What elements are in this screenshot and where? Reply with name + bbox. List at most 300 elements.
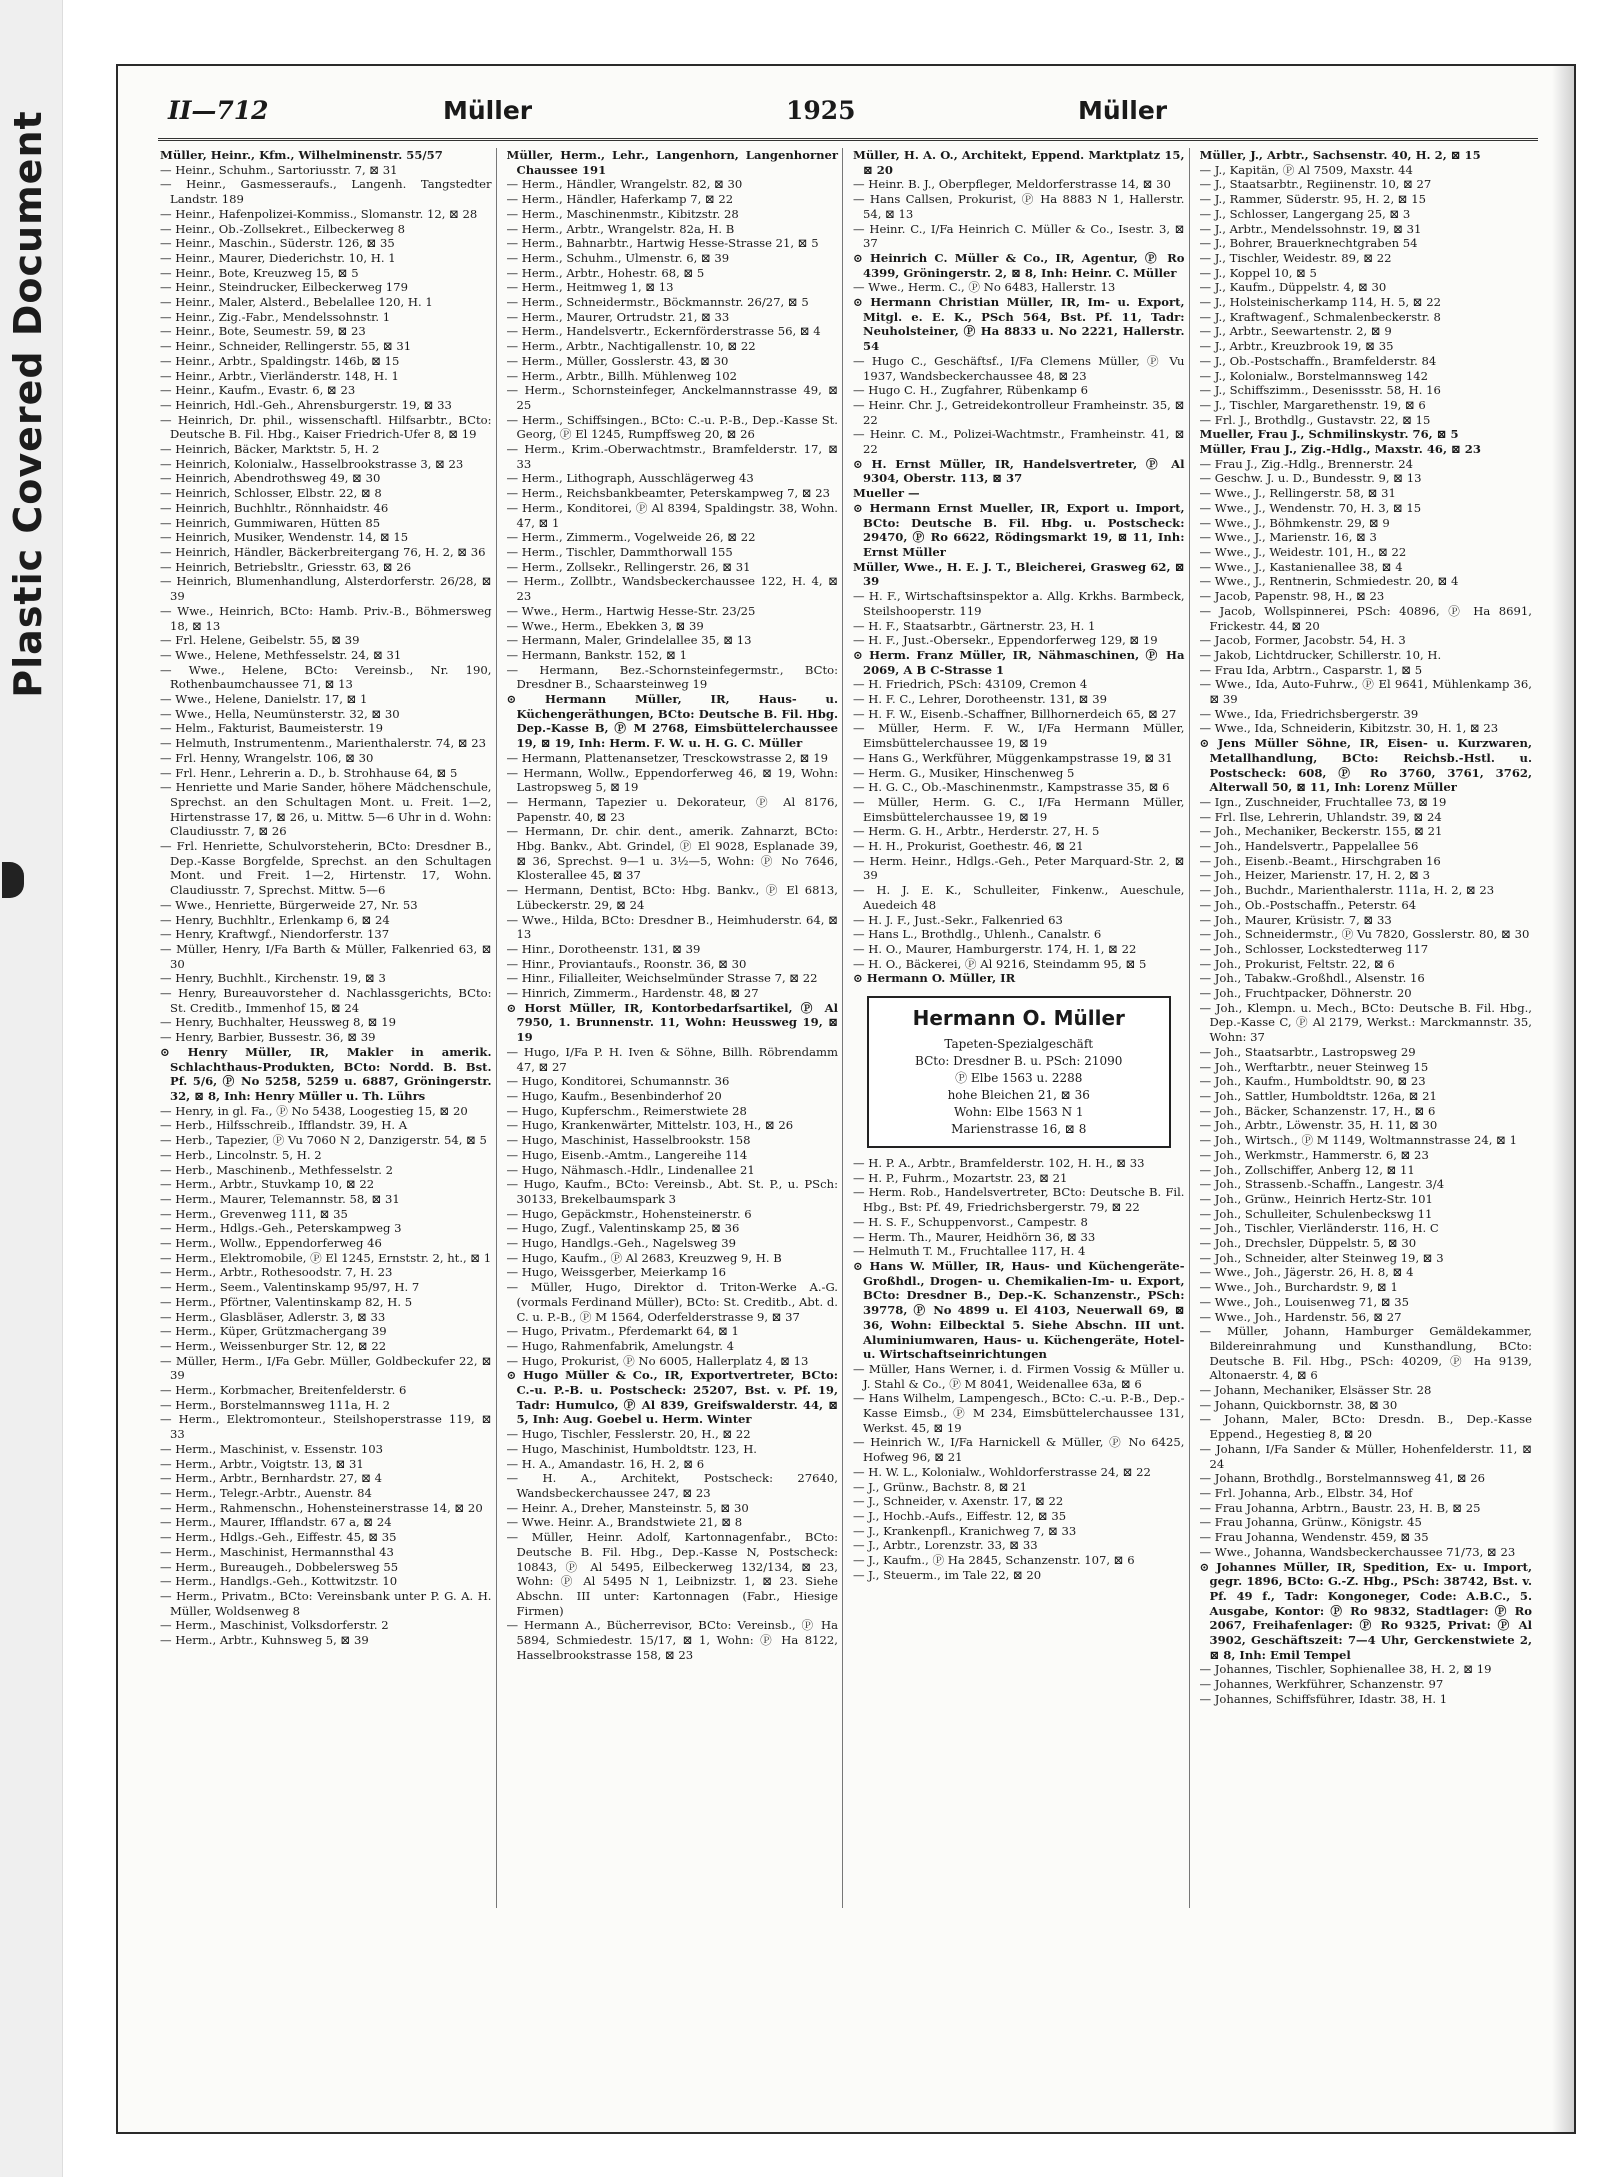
directory-entry: — Hugo, Kaufm., Besenbinderhof 20 <box>506 1089 722 1103</box>
directory-columns <box>160 148 1536 1908</box>
directory-entry: — Heinrich, Betriebsltr., Griesstr. 63, ⊠ 26 <box>160 559 412 574</box>
directory-entry: — Hugo, I/Fa P. H. Iven & Söhne, Billh. Röbrendamm 47, ⊠ 27 <box>506 1044 838 1074</box>
directory-entry: — Johann, Maler, BCto: Dresdn. B., Dep.-Kasse Eppend., Hegestieg 8, ⊠ 20 <box>1199 1412 1532 1442</box>
directory-entry: — Joh., Tischler, Vierländerstr. 116, H. C <box>1199 1221 1439 1236</box>
directory-entry: — J., Arbtr., Mendelssohnstr. 19, ⊠ 31 <box>1199 221 1422 236</box>
directory-entry: — Heinr., Maschin., Süderstr. 126, ⊠ 35 <box>160 236 395 251</box>
directory-entry: — Hugo, Kupferschm., Reimerstwiete 28 <box>506 1103 747 1118</box>
directory-entry: — Wwe., J., Rentnerin, Schmiedestr. 20, ⊠ 4 <box>1199 574 1459 589</box>
directory-entry: — J., Kraftwagenf., Schmalenbeckerstr. 8 <box>1199 309 1441 324</box>
directory-entry: — Hugo, Maschinist, Humboldtstr. 123, H. <box>506 1441 757 1456</box>
directory-entry: — Herb., Tapezier, Ⓟ Vu 7060 N 2, Danzigerstr. 54, ⊠ 5 <box>160 1133 487 1148</box>
directory-entry: — Wwe., Johanna, Wandsbeckerchaussee 71/73, ⊠ 23 <box>1199 1544 1516 1559</box>
directory-entry: — Joh., Schlosser, Lockstedterweg 117 <box>1199 941 1429 956</box>
directory-entry: Mueller — <box>853 486 920 501</box>
advertisement-box <box>867 996 1171 1148</box>
directory-entry: — Heinr., Arbtr., Spaldingstr. 146b, ⊠ 15 <box>160 353 400 368</box>
ad-line-2: BCto: Dresdner B. u. PSch: 21090 <box>915 1054 1123 1069</box>
directory-entry: — Müller, Henry, I/Fa Barth & Müller, Falkenried 63, ⊠ 30 <box>160 941 492 971</box>
directory-entry: — Wwe., J., Marienstr. 16, ⊠ 3 <box>1199 530 1377 545</box>
directory-entry: — Herb., Hilfsschreib., Ifflandstr. 39, H. A <box>160 1118 408 1133</box>
directory-entry: ⊙ Hermann Christian Müller, IR, Im- u. Export, Mitgl. e. E. K., PSch 564, Bst. Pf. 11, Tadr: Neuholsteiner, Ⓟ Ha 8833 u. No 2221, Hallerstr. 54 <box>853 295 1185 354</box>
directory-entry: — Joh., Tabakw.-Großhdl., Alsenstr. 16 <box>1199 971 1425 986</box>
directory-entry: ⊙ Henry Müller, IR, Makler in amerik. Schlachthaus-Produkten, BCto: Nordd. B. Bst. Pf. 5/6, Ⓟ No 5258, 5259 u. 6887, Gröningerstr. 32, ⊠ 8, Inh: Henry Müller u. Th. Lührs <box>160 1044 492 1103</box>
directory-entry: — Henry, in gl. Fa., Ⓟ No 5438, Loogestieg 15, ⊠ 20 <box>160 1103 468 1118</box>
directory-entry: — H. A., Amandastr. 16, H. 2, ⊠ 6 <box>506 1456 705 1471</box>
directory-entry: — Heinr., Kaufm., Evastr. 6, ⊠ 23 <box>160 383 356 398</box>
directory-entry: — Hugo, Gepäckmstr., Hohensteinerstr. 6 <box>506 1206 752 1221</box>
directory-entry: — Herm., Glasbläser, Adlerstr. 3, ⊠ 33 <box>160 1309 386 1324</box>
directory-entry: — Frl. Johanna, Arb., Elbstr. 34, Hof <box>1199 1485 1413 1500</box>
directory-entry: — Herm., Reichsbankbeamter, Peterskampweg 7, ⊠ 23 <box>506 486 831 501</box>
directory-entry: — Joh., Zollschiffer, Anberg 12, ⊠ 11 <box>1199 1162 1415 1177</box>
directory-column-2 <box>507 148 844 1908</box>
ad-line-4: hohe Bleichen 21, ⊠ 36 <box>947 1088 1090 1103</box>
directory-entry: — Hugo, Konditorei, Schumannstr. 36 <box>506 1074 730 1089</box>
directory-entry: — Herm., Schuhm., Ulmenstr. 6, ⊠ 39 <box>506 250 730 265</box>
directory-entry: — Hermann, Dentist, BCto: Hbg. Bankv., Ⓟ El 6813, Lübeckerstr. 29, ⊠ 24 <box>506 883 838 912</box>
directory-entry: — Herm., Maschinenmstr., Kibitzstr. 28 <box>506 206 739 221</box>
directory-entry: — Herm., Heitmweg 1, ⊠ 13 <box>506 280 674 295</box>
directory-entry: — Frl. Henriette, Schulvorsteherin, BCto: Dresdner B., Dep.-Kasse Borgfelde, Sprechst. an den Schultagen Mont. und Freit. 1—2, Hirtenstr. 17, Wohn. Claudiusstr. 7, Sprechst. Mittw. 5—6 <box>160 839 492 898</box>
directory-entry: — Herm., Tischler, Dammthorwall 155 <box>506 544 733 559</box>
directory-entry: — Hugo, Tischler, Fesslerstr. 20, H., ⊠ 22 <box>506 1427 751 1442</box>
ad-line-3: Ⓟ Elbe 1563 u. 2288 <box>955 1071 1083 1086</box>
directory-column-1 <box>160 148 497 1908</box>
directory-entry: — J., Kaufm., Düppelstr. 4, ⊠ 30 <box>1199 280 1387 295</box>
directory-entry: — Johannes, Tischler, Sophienallee 38, H. 2, ⊠ 19 <box>1199 1662 1492 1677</box>
directory-entry: ⊙ Herm. Franz Müller, IR, Nähmaschinen, Ⓟ Ha 2069, A B C-Strasse 1 <box>853 647 1185 677</box>
directory-entry: — Herm., Handelsvertr., Eckernförderstrasse 56, ⊠ 4 <box>506 324 821 339</box>
directory-entry: — Heinr., Bote, Kreuzweg 15, ⊠ 5 <box>160 265 359 280</box>
page-number: II—712 <box>168 96 269 125</box>
directory-entry: — Herm., Hdlgs.-Geh., Peterskampweg 3 <box>160 1221 402 1236</box>
directory-entry: — Herm., Bahnarbtr., Hartwig Hesse-Strasse 21, ⊠ 5 <box>506 236 819 251</box>
directory-entry: — Joh., Drechsler, Düppelstr. 5, ⊠ 30 <box>1199 1236 1417 1251</box>
directory-column-4 <box>1200 148 1537 1908</box>
directory-entry: — J., Krankenpfl., Kranichweg 7, ⊠ 33 <box>853 1523 1077 1538</box>
directory-entry: — Herm., Pförtner, Valentinskamp 82, H. 5 <box>160 1294 413 1309</box>
directory-entry: — Heinrich, Musiker, Wendenstr. 14, ⊠ 15 <box>160 530 409 545</box>
directory-entry: — Johann, Mechaniker, Elsässer Str. 28 <box>1199 1383 1432 1398</box>
directory-entry: — J., Staatsarbtr., Regiinenstr. 10, ⊠ 27 <box>1199 177 1432 192</box>
directory-entry: — Heinr. A., Dreher, Mansteinstr. 5, ⊠ 30 <box>506 1500 749 1515</box>
directory-entry: — Hermann, Maler, Grindelallee 35, ⊠ 13 <box>506 633 752 648</box>
directory-entry: — Hans Callsen, Prokurist, Ⓟ Ha 8883 N 1, Hallerstr. 54, ⊠ 13 <box>853 192 1185 221</box>
directory-entry: — Wwe., Ida, Auto-Fuhrw., Ⓟ El 9641, Mühlenkamp 36, ⊠ 39 <box>1199 677 1532 707</box>
directory-entry: — H. F., Just.-Obersekr., Eppendorferweg 129, ⊠ 19 <box>853 633 1158 648</box>
directory-entry: — Henry, Buchhltr., Erlenkamp 6, ⊠ 24 <box>160 912 390 927</box>
directory-entry: ⊙ Hermann O. Müller, IR <box>853 971 1016 986</box>
directory-entry: Mueller, Frau J., Schmilinskystr. 76, ⊠ 5 <box>1199 427 1459 442</box>
directory-entry: — H. P., Fuhrm., Mozartstr. 23, ⊠ 21 <box>853 1170 1068 1185</box>
directory-entry: — Herm., Schornsteinfeger, Anckelmannstrasse 49, ⊠ 25 <box>506 383 838 412</box>
directory-entry: — Wwe., Joh., Burchardstr. 9, ⊠ 1 <box>1199 1280 1398 1295</box>
directory-entry: — Herm., Maschinist, v. Essenstr. 103 <box>160 1441 384 1456</box>
directory-entry: — Henry, Bureauvorsteher d. Nachlassgerichts, BCto: St. Creditb., Immenhof 15, ⊠ 24 <box>160 986 492 1015</box>
directory-entry: — Herm. G., Musiker, Hinschenweg 5 <box>853 765 1075 780</box>
directory-entry: — J., Kapitän, Ⓟ Al 7509, Maxstr. 44 <box>1199 162 1413 177</box>
directory-entry: — H. O., Maurer, Hamburgerstr. 174, H. 1, ⊠ 22 <box>853 941 1137 956</box>
directory-entry: — Wwe., Heinrich, BCto: Hamb. Priv.-B., Böhmersweg 18, ⊠ 13 <box>160 603 492 633</box>
directory-entry: — Helm., Fakturist, Baumeisterstr. 19 <box>160 721 384 736</box>
directory-entry: — Joh., Mechaniker, Beckerstr. 155, ⊠ 21 <box>1199 824 1443 839</box>
directory-entry: — Hinr., Filialleiter, Weichselmünder Strasse 7, ⊠ 22 <box>506 971 818 986</box>
directory-entry: — Hermann A., Bücherrevisor, BCto: Vereinsb., Ⓟ Ha 5894, Schmiedestr. 15/17, ⊠ 1, Wohn: Ⓟ Ha 8122, Hasselbrookstrasse 158, ⊠ 23 <box>506 1618 838 1662</box>
directory-entry: — Henry, Kraftwgf., Niendorferstr. 137 <box>160 927 390 942</box>
edge-tab-mark <box>2 862 24 898</box>
directory-entry: — Heinr., Maler, Alsterd., Bebelallee 120, H. 1 <box>160 295 433 310</box>
directory-entry: — J., Tischler, Margarethenstr. 19, ⊠ 6 <box>1199 397 1426 412</box>
directory-entry: — Wwe., J., Wendenstr. 70, H. 3, ⊠ 15 <box>1199 500 1422 515</box>
directory-entry: Müller, Heinr., Kfm., Wilhelminenstr. 55/57 <box>160 148 443 162</box>
directory-entry: — Wwe., J., Weidestr. 101, H., ⊠ 22 <box>1199 544 1407 559</box>
directory-entry: — Herm., Händler, Wrangelstr. 82, ⊠ 30 <box>506 177 743 192</box>
running-head-right: Müller <box>1078 96 1168 125</box>
directory-entry: — Herm., Händler, Haferkamp 7, ⊠ 22 <box>506 192 734 207</box>
directory-entry: — Heinrich, Abendrothsweg 49, ⊠ 30 <box>160 471 381 486</box>
directory-entry: — H. P. A., Arbtr., Bramfelderstr. 102, H. H., ⊠ 33 <box>853 1156 1145 1171</box>
directory-entry: — Heinr., Gasmesseraufs., Langenh. Tangstedter Landstr. 189 <box>160 177 492 207</box>
directory-entry: — Herm., Arbtr., Kuhnsweg 5, ⊠ 39 <box>160 1633 369 1648</box>
directory-entry: — Wwe., J., Böhmkenstr. 29, ⊠ 9 <box>1199 515 1390 530</box>
directory-entry: — Herm., Korbmacher, Breitenfelderstr. 6 <box>160 1383 407 1398</box>
directory-entry: — Johannes, Schiffsführer, Idastr. 38, H. 1 <box>1199 1691 1448 1706</box>
directory-entry: — Herm., Borstelmannsweg 111a, H. 2 <box>160 1397 391 1412</box>
directory-entry: — Hermann, Plattenansetzer, Tresckowstrasse 2, ⊠ 19 <box>506 750 828 765</box>
directory-entry: ⊙ Hugo Müller & Co., IR, Exportvertreter, BCto: C.-u. P.-B. u. Postscheck: 25207, Bst. v. Pf. 19, Tadr: Humulco, Ⓟ Al 839, Greifswalderstr. 44, ⊠ 5, Inh: Aug. Goebel u. Herm. Winter <box>506 1368 838 1427</box>
directory-entry: — Herm., Maschinist, Hermannsthal 43 <box>160 1544 394 1559</box>
directory-entry: — Frl. J., Brothdlg., Gustavstr. 22, ⊠ 15 <box>1199 412 1431 427</box>
directory-entry: — Herm. Heinr., Hdlgs.-Geh., Peter Marquard-Str. 2, ⊠ 39 <box>853 853 1185 883</box>
directory-entry: — Wwe., Ida, Schneiderin, Kibitzstr. 30, H. 1, ⊠ 23 <box>1199 721 1499 736</box>
directory-entry: — Heinrich, Händler, Bäckerbreitergang 76, H. 2, ⊠ 36 <box>160 544 486 559</box>
directory-entry: — Herm., Handlgs.-Geh., Kottwitzstr. 10 <box>160 1574 398 1589</box>
directory-entry: — Herm., Bureaugeh., Dobbelersweg 55 <box>160 1559 399 1574</box>
directory-entry: — Hans Wilhelm, Lampengesch., BCto: C.-u. P.-B., Dep.-Kasse Eimsb., Ⓟ M 234, Eimsbüttelerchaussee 131, Werkst. 45, ⊠ 19 <box>853 1391 1185 1435</box>
directory-entry: — Joh., Klempn. u. Mech., BCto: Deutsche B. Fil. Hbg., Dep.-Kasse C, Ⓟ Al 2179, Werkst.: Marckmannstr. 35, Wohn: 37 <box>1199 1000 1532 1045</box>
directory-entry: — Hugo, Kaufm., Ⓟ Al 2683, Kreuzweg 9, H. B <box>506 1250 782 1265</box>
directory-entry: Müller, J., Arbtr., Sachsenstr. 40, H. 2, ⊠ 15 <box>1199 148 1481 162</box>
directory-entry: — Joh., Schneidermstr., Ⓟ Vu 7820, Gosslerstr. 80, ⊠ 30 <box>1199 927 1530 942</box>
directory-entry: Müller, Frau J., Zig.-Hdlg., Maxstr. 46, ⊠ 23 <box>1199 442 1481 457</box>
directory-entry: — Herm., Maurer, Telemannstr. 58, ⊠ 31 <box>160 1191 400 1206</box>
directory-entry: — Wwe., Helene, Methfesselstr. 24, ⊠ 31 <box>160 647 402 662</box>
directory-entry: — Joh., Eisenb.-Beamt., Hirschgraben 16 <box>1199 853 1441 868</box>
directory-entry: — Henry, Barbier, Bussestr. 36, ⊠ 39 <box>160 1030 376 1045</box>
directory-entry: — J., Schlosser, Langergang 25, ⊠ 3 <box>1199 206 1411 221</box>
directory-entry: — J., Arbtr., Kreuzbrook 19, ⊠ 35 <box>1199 339 1394 354</box>
ad-line-6: Marienstrasse 16, ⊠ 8 <box>951 1122 1087 1137</box>
directory-entry: — J., Steuerm., im Tale 22, ⊠ 20 <box>853 1567 1042 1582</box>
directory-entry: — Herm., Krim.-Oberwachtmstr., Bramfelderstr. 17, ⊠ 33 <box>506 442 838 471</box>
directory-entry: — Hinr., Proviantaufs., Roonstr. 36, ⊠ 30 <box>506 956 747 971</box>
directory-entry: — H. F. W., Eisenb.-Schaffner, Billhornerdeich 65, ⊠ 27 <box>853 706 1177 721</box>
directory-entry: — Herm., Müller, Gosslerstr. 43, ⊠ 30 <box>506 353 729 368</box>
directory-entry: — Hugo C. H., Zugfahrer, Rübenkamp 6 <box>853 383 1088 398</box>
directory-entry: — Frl. Helene, Geibelstr. 55, ⊠ 39 <box>160 633 360 648</box>
directory-entry: — Herm., Hdlgs.-Geh., Eiffestr. 45, ⊠ 35 <box>160 1530 397 1545</box>
directory-entry: — Herm., Zimmerm., Vogelweide 26, ⊠ 22 <box>506 530 756 545</box>
directory-entry: ⊙ H. Ernst Müller, IR, Handelsvertreter, Ⓟ Al 9304, Oberstr. 113, ⊠ 37 <box>853 456 1185 486</box>
directory-entry: — H. G. C., Ob.-Maschinenmstr., Kampstrasse 35, ⊠ 6 <box>853 780 1170 795</box>
directory-entry: — Heinr., Steindrucker, Eilbeckerweg 179 <box>160 280 408 295</box>
directory-entry: — Joh., Bäcker, Schanzenstr. 17, H., ⊠ 6 <box>1199 1103 1436 1118</box>
directory-entry: — J., Grünw., Bachstr. 8, ⊠ 21 <box>853 1479 1027 1494</box>
directory-year: 1925 <box>786 96 856 125</box>
directory-entry: — J., Koppel 10, ⊠ 5 <box>1199 265 1317 280</box>
directory-entry: — Herm., Arbtr., Nachtigallenstr. 10, ⊠ 22 <box>506 339 756 354</box>
directory-entry: — Joh., Werkmstr., Hammerstr. 6, ⊠ 23 <box>1199 1147 1429 1162</box>
directory-entry: — J., Rammer, Süderstr. 95, H. 2, ⊠ 15 <box>1199 192 1426 207</box>
directory-entry: — Wwe., Henriette, Bürgerweide 27, Nr. 53 <box>160 897 418 912</box>
directory-entry: — Heinr., Schneider, Rellingerstr. 55, ⊠ 31 <box>160 339 412 354</box>
directory-entry: — Hugo, Weissgerber, Meierkamp 16 <box>506 1265 726 1280</box>
directory-entry: — Heinrich, Bäcker, Marktstr. 5, H. 2 <box>160 442 380 457</box>
document-edge-strip <box>0 0 63 2177</box>
directory-entry: — Hugo, Rahmenfabrik, Amelungstr. 4 <box>506 1338 735 1353</box>
directory-entry: — Heinrich, Hdl.-Geh., Ahrensburgerstr. 19, ⊠ 33 <box>160 397 452 412</box>
directory-entry: — Heinrich, Gummiwaren, Hütten 85 <box>160 515 381 530</box>
directory-entry: — Herm., Maschinist, Volksdorferstr. 2 <box>160 1618 389 1633</box>
directory-entry: — Ign., Zuschneider, Fruchtallee 73, ⊠ 19 <box>1199 794 1447 809</box>
directory-entry: — Hugo, Maschinist, Hasselbrookstr. 158 <box>506 1133 751 1148</box>
directory-entry: — Jacob, Papenstr. 98, H., ⊠ 23 <box>1199 589 1385 604</box>
directory-entry: — Joh., Strassenb.-Schaffn., Langestr. 3/4 <box>1199 1177 1445 1192</box>
directory-entry: — Hugo, Privatm., Pferdemarkt 64, ⊠ 1 <box>506 1324 739 1339</box>
directory-entry: — Joh., Maurer, Krüsistr. 7, ⊠ 33 <box>1199 912 1392 927</box>
directory-entry: — Hugo, Eisenb.-Amtm., Langereihe 114 <box>506 1147 748 1162</box>
directory-entry: — Wwe., Hella, Neumünsterstr. 32, ⊠ 30 <box>160 706 400 721</box>
directory-entry: — Müller, Hugo, Direktor d. Triton-Werke A.-G. (vormals Ferdinand Müller), BCto: St. Creditb., Abt. d. C. u. P.-B., Ⓟ M 1564, Oderfelderstrasse 9, ⊠ 37 <box>506 1280 838 1324</box>
directory-entry: — Joh., Wirtsch., Ⓟ M 1149, Woltmannstrasse 24, ⊠ 1 <box>1199 1133 1517 1148</box>
directory-entry: — H. Friedrich, PSch: 43109, Cremon 4 <box>853 677 1088 692</box>
directory-entry: — H. H., Prokurist, Goethestr. 46, ⊠ 21 <box>853 839 1084 854</box>
directory-entry: — Joh., Werftarbtr., neuer Steinweg 15 <box>1199 1059 1429 1074</box>
directory-page <box>116 64 1576 2134</box>
directory-entry: — J., Tischler, Weidestr. 89, ⊠ 22 <box>1199 250 1392 265</box>
directory-entry: — Hinrich, Zimmerm., Hardenstr. 48, ⊠ 27 <box>506 986 759 1001</box>
directory-entry: — H. J. E. K., Schulleiter, Finkenw., Aueschule, Auedeich 48 <box>853 883 1185 912</box>
directory-entry: — Heinr., Zig.-Fabr., Mendelssohnstr. 1 <box>160 309 391 324</box>
directory-entry: — Herm. Th., Maurer, Heidhörn 36, ⊠ 33 <box>853 1229 1096 1244</box>
directory-entry: — Frl. Henr., Lehrerin a. D., b. Strohhause 64, ⊠ 5 <box>160 765 458 780</box>
directory-entry: — Frau Johanna, Arbtrn., Baustr. 23, H. B, ⊠ 25 <box>1199 1500 1481 1515</box>
directory-entry: — Hermann, Dr. chir. dent., amerik. Zahnarzt, BCto: Hbg. Bankv., Abt. Grindel, Ⓟ El 9028, Esplanade 39, ⊠ 36, Sprechst. 9—1 u. 3½—5, Wohn: Ⓟ No 7646, Klosterallee 45, ⊠ 37 <box>506 824 838 883</box>
directory-entry: — J., Schiffszimm., Desenissstr. 58, H. 16 <box>1199 383 1441 398</box>
directory-entry: — Müller, Herm., I/Fa Gebr. Müller, Goldbeckufer 22, ⊠ 39 <box>160 1353 492 1383</box>
directory-entry: — Hans G., Werkführer, Müggenkampstrasse 19, ⊠ 31 <box>853 750 1173 765</box>
ad-firm-name: Hermann O. Müller <box>912 1006 1125 1031</box>
directory-entry: — Henry, Buchhlt., Kirchenstr. 19, ⊠ 3 <box>160 971 386 986</box>
directory-entry: — J., Kolonialw., Borstelmannsweg 142 <box>1199 368 1429 383</box>
directory-entry: — Herm., Küper, Grützmachergang 39 <box>160 1324 387 1339</box>
directory-entry: — Henriette und Marie Sander, höhere Mädchenschule, Sprechst. an den Schultagen Mont. u. Freit. 1—2, Hirtenstrasse 17, ⊠ 26, u. Mittw. 5—6 Uhr in d. Wohn: Claudiusstr. 7, ⊠ 26 <box>160 780 492 839</box>
directory-entry: — Heinr., Bote, Seumestr. 59, ⊠ 23 <box>160 324 366 339</box>
directory-entry: — J., Bohrer, Brauerknechtgraben 54 <box>1199 236 1418 251</box>
directory-entry: — Frau Ida, Arbtrn., Casparstr. 1, ⊠ 5 <box>1199 662 1423 677</box>
directory-entry: Müller, Herm., Lehr., Langenhorn, Langenhorner Chaussee 191 <box>506 148 838 177</box>
directory-entry: — Herm., Konditorei, Ⓟ Al 8394, Spaldingstr. 38, Wohn. 47, ⊠ 1 <box>506 500 838 530</box>
directory-entry: — Hermann, Wollw., Eppendorferweg 46, ⊠ 19, Wohn: Lastropsweg 5, ⊠ 19 <box>506 765 838 795</box>
directory-entry: — Herm., Zollsekr., Rellingerstr. 26, ⊠ 31 <box>506 559 751 574</box>
directory-entry: — Herm., Maurer, Ortrudstr. 21, ⊠ 33 <box>506 309 730 324</box>
directory-entry: — Heinrich, Schlosser, Elbstr. 22, ⊠ 8 <box>160 486 382 501</box>
directory-entry: — Herm., Weissenburger Str. 12, ⊠ 22 <box>160 1338 387 1353</box>
directory-entry: — Heinrich, Blumenhandlung, Alsterdorferstr. 26/28, ⊠ 39 <box>160 574 492 604</box>
directory-entry: — Herm. G. H., Arbtr., Herderstr. 27, H. 5 <box>853 824 1100 839</box>
directory-entry: — Herm., Elektromonteur., Steilshoperstrasse 119, ⊠ 33 <box>160 1412 492 1442</box>
directory-entry: — Helmuth T. M., Fruchtallee 117, H. 4 <box>853 1244 1086 1259</box>
directory-entry: — Müller, Herm. F. W., I/Fa Hermann Müller, Eimsbüttelerchaussee 19, ⊠ 19 <box>853 721 1185 751</box>
directory-entry: — Herm., Arbtr., Bernhardstr. 27, ⊠ 4 <box>160 1471 383 1486</box>
directory-entry: — H. S. F., Schuppenvorst., Campestr. 8 <box>853 1214 1088 1229</box>
directory-entry: — Herm., Arbtr., Billh. Mühlenweg 102 <box>506 368 738 383</box>
directory-entry: — Helmuth, Instrumentenm., Marienthalerstr. 74, ⊠ 23 <box>160 736 486 751</box>
directory-entry: — Frl. Ilse, Lehrerin, Uhlandstr. 39, ⊠ 24 <box>1199 809 1442 824</box>
directory-entry: — Heinrich W., I/Fa Harnickell & Müller, Ⓟ No 6425, Hofweg 96, ⊠ 21 <box>853 1435 1185 1465</box>
directory-entry: — Hugo, Prokurist, Ⓟ No 6005, Hallerplatz 4, ⊠ 13 <box>506 1353 809 1368</box>
directory-entry: — Heinr., Ob.-Zollsekret., Eilbeckerweg 8 <box>160 221 406 236</box>
directory-entry: ⊙ Hermann Ernst Mueller, IR, Export u. Import, BCto: Deutsche B. Fil. Hbg. u. Postscheck: 29470, Ⓟ Ro 6622, Rödingsmarkt 19, ⊠ 11, Inh: Ernst Müller <box>853 500 1185 559</box>
directory-entry: — Heinr. B. J., Oberpfleger, Meldorferstrasse 14, ⊠ 30 <box>853 177 1171 192</box>
directory-entry: — Herm., Arbtr., Wrangelstr. 82a, H. B <box>506 221 735 236</box>
directory-entry: — Joh., Arbtr., Löwenstr. 35, H. 11, ⊠ 30 <box>1199 1118 1438 1133</box>
directory-entry: — H. J. F., Just.-Sekr., Falkenried 63 <box>853 912 1063 927</box>
directory-entry: — Joh., Fruchtpacker, Döhnerstr. 20 <box>1199 986 1412 1001</box>
directory-entry: — Herm., Lithograph, Ausschlägerweg 43 <box>506 471 754 486</box>
directory-entry: — Hans L., Brothdlg., Uhlenh., Canalstr. 6 <box>853 927 1102 942</box>
directory-entry: — H. O., Bäckerei, Ⓟ Al 9216, Steindamm 95, ⊠ 5 <box>853 956 1147 971</box>
directory-entry: — Herm., Arbtr., Voigtstr. 13, ⊠ 31 <box>160 1456 364 1471</box>
directory-entry: — Joh., Staatsarbtr., Lastropsweg 29 <box>1199 1044 1416 1059</box>
directory-entry: — Hermann, Bez.-Schornsteinfegermstr., BCto: Dresdner B., Schaarsteinweg 19 <box>506 662 838 692</box>
directory-entry: — Wwe., J., Kastanienallee 38, ⊠ 4 <box>1199 559 1403 574</box>
directory-entry: — Heinrich, Dr. phil., wissenschaftl. Hilfsarbtr., BCto: Deutsche B. Fil. Hbg., Kaiser Friedrich-Ufer 8, ⊠ 19 <box>160 412 492 442</box>
directory-entry: Müller, Wwe., H. E. J. T., Bleicherei, Grasweg 62, ⊠ 39 <box>853 559 1185 589</box>
directory-entry: — Johann, Brothdlg., Borstelmannsweg 41, ⊠ 26 <box>1199 1471 1486 1486</box>
directory-entry: — Joh., Heizer, Marienstr. 17, H. 2, ⊠ 3 <box>1199 868 1430 883</box>
directory-entry: — Herb., Maschinenb., Methfesselstr. 2 <box>160 1162 394 1177</box>
directory-entry: ⊙ Hans W. Müller, IR, Haus- und Küchengeräte-Großhdl., Drogen- u. Chemikalien-Im- u. Export, BCto: Dresdner B., Dep.-K. Schanzenstr., PSch: 39778, Ⓟ No 4899 u. El 4103, Neuerwall 69, ⊠ 36, Wohn: Eilbecktal 5. Siehe Abschn. III unt. Aluminiumwaren, Haus- u. Küchengeräte, Hotel- u. Wirtschaftseinrichtungen <box>853 1259 1185 1362</box>
directory-entry: — J., Arbtr., Lorenzstr. 33, ⊠ 33 <box>853 1538 1038 1553</box>
directory-entry: — Heinr. C. M., Polizei-Wachtmstr., Framheinstr. 41, ⊠ 22 <box>853 427 1185 457</box>
directory-entry: — Wwe., Helene, BCto: Vereinsb., Nr. 190, Rothenbaumchaussee 71, ⊠ 13 <box>160 662 492 692</box>
directory-entry: — J., Holsteinischerkamp 114, H. 5, ⊠ 22 <box>1199 295 1441 310</box>
directory-entry: — Joh., Schneider, alter Steinweg 19, ⊠ 3 <box>1199 1250 1444 1265</box>
directory-entry: — Müller, Herm. G. C., I/Fa Hermann Müller, Eimsbüttelerchaussee 19, ⊠ 19 <box>853 794 1185 824</box>
directory-entry: — Heinr., Arbtr., Vierländerstr. 148, H. 1 <box>160 368 399 383</box>
directory-entry: — Hugo, Kaufm., BCto: Vereinsb., Abt. St. P., u. PSch: 30133, Brekelbaumspark 3 <box>506 1177 838 1206</box>
directory-entry: — Joh., Sattler, Humboldtstr. 126a, ⊠ 21 <box>1199 1089 1437 1103</box>
directory-column-3 <box>853 148 1190 1908</box>
directory-entry: Müller, H. A. O., Architekt, Eppend. Marktplatz 15, ⊠ 20 <box>853 148 1185 177</box>
directory-entry: — Herm., Maurer, Ifflandstr. 67 a, ⊠ 24 <box>160 1515 392 1530</box>
directory-entry: — Wwe., Joh., Hardenstr. 56, ⊠ 27 <box>1199 1309 1402 1324</box>
directory-entry: — Heinrich, Buchhltr., Rönnhaidstr. 46 <box>160 500 389 515</box>
directory-entry: — J., Schneider, v. Axenstr. 17, ⊠ 22 <box>853 1494 1064 1509</box>
directory-entry: — Joh., Kaufm., Humboldtstr. 90, ⊠ 23 <box>1199 1074 1426 1089</box>
directory-entry: — Herm., Schneidermstr., Böckmannstr. 26/27, ⊠ 5 <box>506 295 809 310</box>
directory-entry: — Herm., Zollbtr., Wandsbeckerchaussee 122, H. 4, ⊠ 23 <box>506 574 838 604</box>
page-edge-shadow <box>1552 66 1574 2132</box>
directory-entry: — Frau Johanna, Grünw., Königstr. 45 <box>1199 1515 1422 1530</box>
directory-entry: — Herm., Arbtr., Hohestr. 68, ⊠ 5 <box>506 265 705 280</box>
directory-entry: — Hermann, Bankstr. 152, ⊠ 1 <box>506 647 687 662</box>
directory-entry: — Johann, Quickbornstr. 38, ⊠ 30 <box>1199 1397 1398 1412</box>
directory-entry: — Herb., Lincolnstr. 5, H. 2 <box>160 1147 322 1162</box>
directory-entry: — Wwe., Hilda, BCto: Dresdner B., Heimhuderstr. 64, ⊠ 13 <box>506 912 838 942</box>
directory-entry: — H. F., Staatsarbtr., Gärtnerstr. 23, H. 1 <box>853 618 1096 633</box>
directory-entry: — Herm., Grevenweg 111, ⊠ 35 <box>160 1206 348 1221</box>
directory-entry: ⊙ Horst Müller, IR, Kontorbedarfsartikel, Ⓟ Al 7950, 1. Brunnenstr. 11, Wohn: Heussweg 19, ⊠ 19 <box>506 1000 838 1045</box>
directory-entry: — Jacob, Former, Jacobstr. 54, H. 3 <box>1199 633 1406 648</box>
directory-entry: — J., Ob.-Postschaffn., Bramfelderstr. 84 <box>1199 353 1437 368</box>
directory-entry: — Frau J., Zig.-Hdlg., Brennerstr. 24 <box>1199 456 1413 471</box>
directory-entry: — Herm. Rob., Handelsvertreter, BCto: Deutsche B. Fil. Hbg., Bst: Pf. 49, Friedrichsbergerstr. 79, ⊠ 22 <box>853 1185 1185 1215</box>
directory-entry: — Herm., Arbtr., Rothesoodstr. 7, H. 23 <box>160 1265 393 1280</box>
directory-entry: — Hermann, Tapezier u. Dekorateur, Ⓟ Al 8176, Papenstr. 40, ⊠ 23 <box>506 794 838 824</box>
directory-entry: — Herm., Schiffsingen., BCto: C.-u. P.-B., Dep.-Kasse St. Georg, Ⓟ El 1245, Rumpffsweg 20, ⊠ 26 <box>506 412 838 442</box>
directory-entry: — Herm., Seem., Valentinskamp 95/97, H. 7 <box>160 1280 420 1295</box>
directory-entry: — Herm., Rahmenschn., Hohensteinerstrasse 14, ⊠ 20 <box>160 1500 483 1515</box>
directory-entry: — Wwe. Heinr. A., Brandstwiete 21, ⊠ 8 <box>506 1515 743 1530</box>
directory-entry: — Hugo, Zugf., Valentinskamp 25, ⊠ 36 <box>506 1221 740 1236</box>
directory-entry: — Heinr., Hafenpolizei-Kommiss., Slomanstr. 12, ⊠ 28 <box>160 206 478 221</box>
page-header <box>158 96 1538 141</box>
directory-entry: — Wwe., Joh., Jägerstr. 26, H. 8, ⊠ 4 <box>1199 1265 1414 1280</box>
directory-entry: — H. W. L., Kolonialw., Wohldorferstrasse 24, ⊠ 22 <box>853 1464 1151 1479</box>
directory-entry: — Heinrich, Kolonialw., Hasselbrookstrasse 3, ⊠ 23 <box>160 456 464 471</box>
directory-entry: — Hugo, Krankenwärter, Mittelstr. 103, H., ⊠ 26 <box>506 1118 794 1133</box>
directory-entry: — J., Kaufm., Ⓟ Ha 2845, Schanzenstr. 107, ⊠ 6 <box>853 1553 1135 1568</box>
running-head-left: Müller <box>443 96 533 125</box>
directory-entry: — Geschw. J. u. D., Bundesstr. 9, ⊠ 13 <box>1199 471 1422 486</box>
directory-entry: — H. F. C., Lehrer, Dorotheenstr. 131, ⊠ 39 <box>853 692 1107 707</box>
directory-entry: — Hugo C., Geschäftsf., I/Fa Clemens Müller, Ⓟ Vu 1937, Wandsbeckerchaussee 48, ⊠ 23 <box>853 353 1185 383</box>
directory-entry: — Hinr., Dorotheenstr. 131, ⊠ 39 <box>506 941 701 956</box>
directory-entry: — J., Arbtr., Seewartenstr. 2, ⊠ 9 <box>1199 324 1392 339</box>
directory-entry: ⊙ Hermann Müller, IR, Haus- u. Küchengeräthungen, BCto: Deutsche B. Fil. Hbg. Dep.-Kasse B, Ⓟ M 2768, Eimsbüttelerchaussee 19, ⊠ 19, Inh: Herm. F. W. u. H. G. C. Müller <box>506 692 838 751</box>
directory-entry: — Wwe., Herm., Hartwig Hesse-Str. 23/25 <box>506 603 756 618</box>
directory-entry: — Müller, Johann, Hamburger Gemäldekammer, Bildereinrahmung und Kunsthandlung, BCto: Deutsche B. Fil. Hbg., PSch: 40209, Ⓟ Ha 9139, Altonaerstr. 4, ⊠ 6 <box>1199 1324 1532 1383</box>
directory-entry: — Herm., Wollw., Eppendorferweg 46 <box>160 1236 382 1251</box>
directory-entry: — Hugo, Nähmasch.-Hdlr., Lindenallee 21 <box>506 1162 755 1177</box>
directory-entry: — H. F., Wirtschaftsinspektor a. Allg. Krkhs. Barmbeck, Steilshooperstr. 119 <box>853 589 1185 618</box>
directory-entry: — Wwe., Herm. C., Ⓟ No 6483, Hallerstr. 13 <box>853 280 1116 295</box>
directory-entry: — Joh., Ob.-Postschaffn., Peterstr. 64 <box>1199 897 1417 912</box>
directory-entry: — Joh., Grünw., Heinrich Hertz-Str. 101 <box>1199 1191 1433 1206</box>
directory-entry: ⊙ Johannes Müller, IR, Spedition, Ex- u. Import, gegr. 1896, BCto: G.-Z. Hbg., PSch: 38742, Bst. v. Pf. 49 f., Tadr: Kongoneger, Code: A.B.C., 5. Ausgabe, Kontor: Ⓟ Ro 9832, Stadtlager: Ⓟ Ro 2067, Freihafenlager: Ⓟ Ro 9325, Privat: Ⓟ Al 3902, Geschäftszeit: 7—4 Uhr, Gerckenstwiete 2, ⊠ 8, Inh: Emil Tempel <box>1199 1559 1532 1662</box>
directory-entry: — J., Hochb.-Aufs., Eiffestr. 12, ⊠ 35 <box>853 1508 1067 1523</box>
directory-entry: — Heinr., Maurer, Diederichstr. 10, H. 1 <box>160 250 396 265</box>
directory-entry: — Johannes, Werkführer, Schanzenstr. 97 <box>1199 1677 1444 1692</box>
directory-entry: — Müller, Hans Werner, i. d. Firmen Vossig & Müller u. J. Stahl & Co., Ⓟ M 8041, Weidenallee 63a, ⊠ 6 <box>853 1361 1185 1391</box>
directory-entry: — Joh., Schulleiter, Schulenbeckswg 11 <box>1199 1206 1433 1221</box>
directory-entry: — Herm., Telegr.-Arbtr., Auenstr. 84 <box>160 1485 372 1500</box>
ad-line-1: Tapeten-Spezialgeschäft <box>944 1037 1094 1052</box>
directory-entry: — Johann, I/Fa Sander & Müller, Hohenfelderstr. 11, ⊠ 24 <box>1199 1441 1532 1471</box>
directory-entry: — Heinr. C., I/Fa Heinrich C. Müller & Co., Isestr. 3, ⊠ 37 <box>853 221 1185 251</box>
directory-entry: — Hugo, Handlgs.-Geh., Nagelsweg 39 <box>506 1236 737 1251</box>
directory-entry: — Heinr. Chr. J., Getreidekontrolleur Framheinstr. 35, ⊠ 22 <box>853 397 1185 427</box>
directory-entry: — Wwe., Herm., Ebekken 3, ⊠ 39 <box>506 618 704 633</box>
directory-entry: — Wwe., J., Rellingerstr. 58, ⊠ 31 <box>1199 486 1396 501</box>
directory-entry: — Wwe., Joh., Louisenweg 71, ⊠ 35 <box>1199 1294 1409 1309</box>
directory-entry: — Joh., Handelsvertr., Pappelallee 56 <box>1199 839 1419 854</box>
directory-entry: ⊙ Jens Müller Söhne, IR, Eisen- u. Kurzwaren, Metallhandlung, BCto: Reichsb.-Hstl. u. Postscheck: 608, Ⓟ Ro 3760, 3761, 3762, Alterwall 50, ⊠ 11, Inh: Lorenz Müller <box>1199 736 1532 795</box>
edge-label: Plastic Covered Document <box>6 110 50 698</box>
